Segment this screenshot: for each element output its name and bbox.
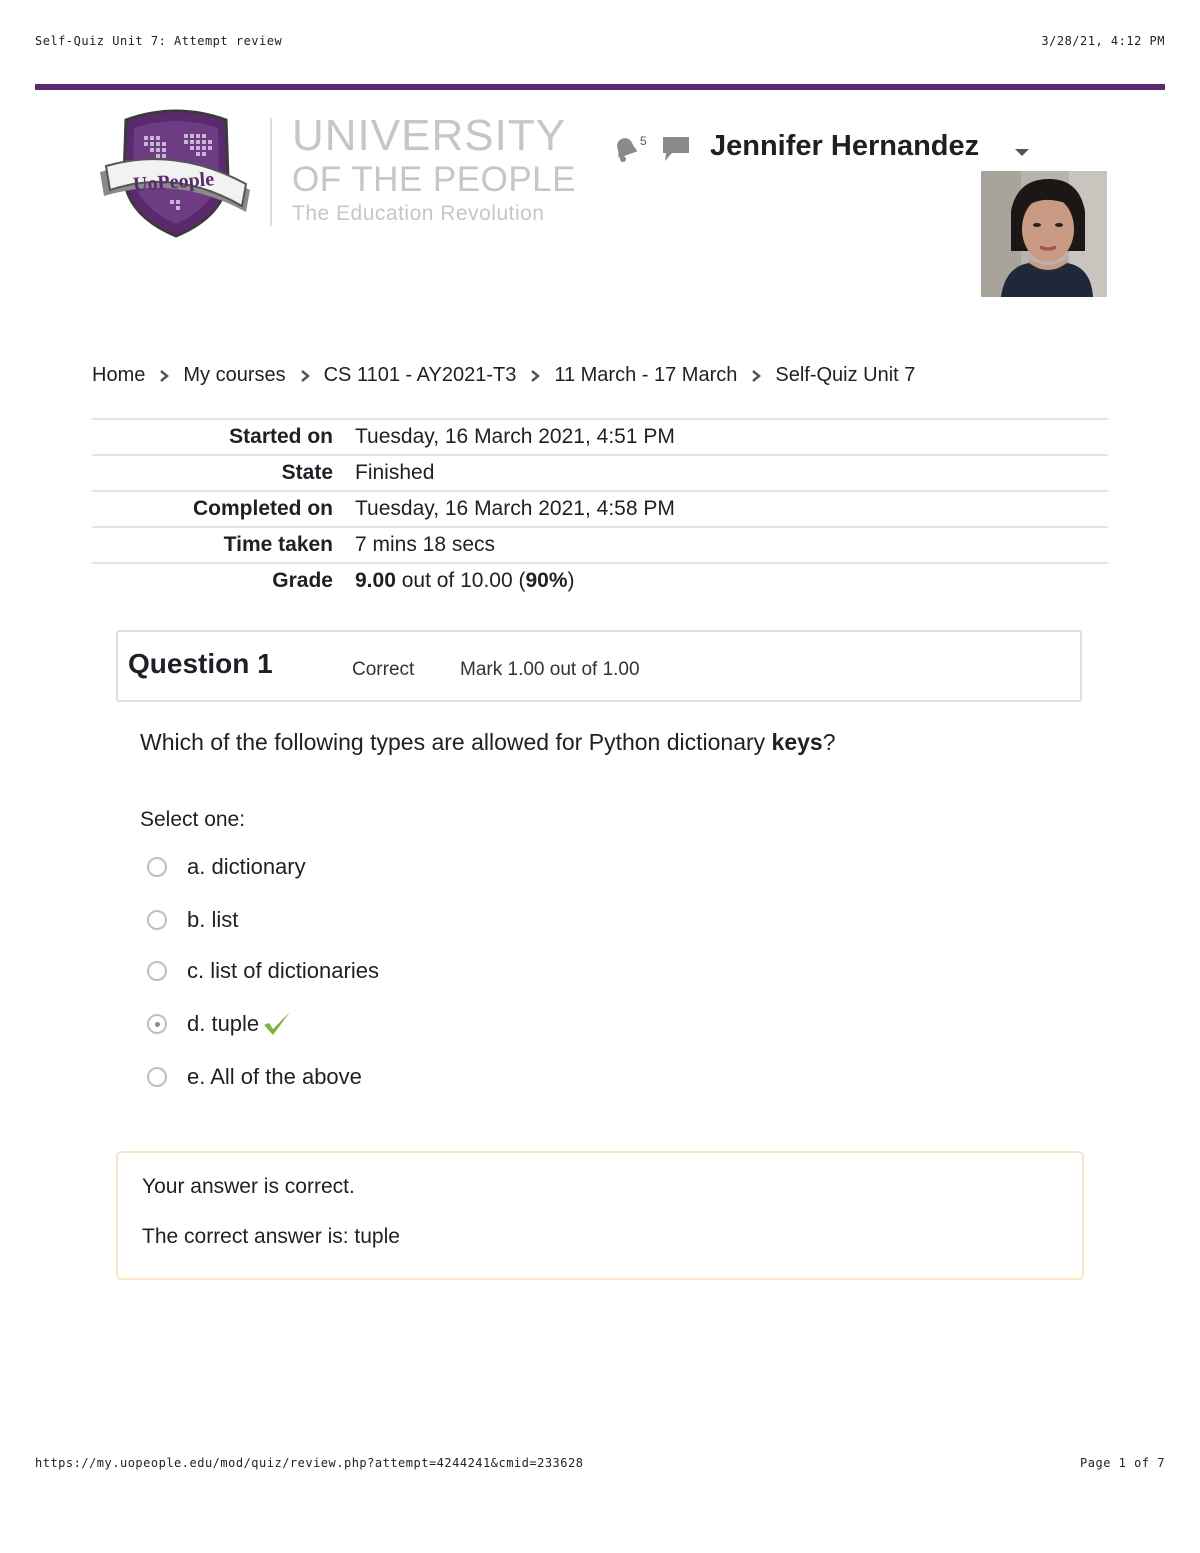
summary-label: Time taken xyxy=(223,533,333,556)
print-header xyxy=(35,34,1165,48)
question-state: Correct xyxy=(352,659,415,680)
breadcrumb xyxy=(92,364,915,387)
option-label: d. tuple xyxy=(187,1011,260,1036)
answer-option-selected[interactable] xyxy=(147,1007,293,1041)
breadcrumb-my-courses[interactable]: My courses xyxy=(183,364,286,386)
summary-value: Tuesday, 16 March 2021, 4:51 PM xyxy=(355,425,675,448)
summary-row xyxy=(92,527,1108,563)
print-page-number: Page 1 of 7 xyxy=(1080,1456,1165,1470)
option-label: a. dictionary xyxy=(187,854,306,879)
shield-logo-icon xyxy=(96,108,256,240)
attempt-summary-table xyxy=(92,418,1108,598)
question-info-box xyxy=(116,630,1082,702)
user-menu-name[interactable]: Jennifer Hernandez xyxy=(710,130,980,162)
grade-end: ) xyxy=(567,569,575,592)
feedback-result: Your answer is correct. xyxy=(142,1175,355,1198)
university-wordmark xyxy=(292,111,576,225)
summary-value: Tuesday, 16 March 2021, 4:58 PM xyxy=(355,497,675,520)
breadcrumb-week[interactable]: 11 March - 17 March xyxy=(554,364,738,386)
chat-icon[interactable] xyxy=(660,134,692,164)
summary-row-grade xyxy=(92,563,1108,598)
summary-label: Completed on xyxy=(193,497,333,520)
print-url: https://my.uopeople.edu/mod/quiz/review.php?attempt=4244241&cmid=233628 xyxy=(35,1456,584,1470)
chevron-right-icon xyxy=(528,369,542,383)
question-text-part: Which of the following types are allowed for Python dictionary xyxy=(140,729,772,755)
question-mark: Mark 1.00 out of 1.00 xyxy=(460,659,640,680)
grade-value xyxy=(355,563,1108,598)
chevron-right-icon xyxy=(749,369,763,383)
breadcrumb-quiz[interactable]: Self-Quiz Unit 7 xyxy=(775,364,916,386)
option-label: b. list xyxy=(187,907,239,932)
answer-option[interactable] xyxy=(147,850,306,884)
grade-score: 9.00 xyxy=(355,569,396,592)
brand-bar xyxy=(35,84,1165,90)
logo-divider xyxy=(270,118,272,226)
breadcrumb-course[interactable]: CS 1101 - AY2021-T3 xyxy=(323,364,517,386)
question-text xyxy=(140,729,836,756)
summary-label: Started on xyxy=(229,425,333,448)
bell-icon[interactable] xyxy=(611,134,641,164)
summary-row xyxy=(92,491,1108,527)
summary-row xyxy=(92,419,1108,455)
radio-button[interactable] xyxy=(147,857,167,877)
grade-middle: out of 10.00 ( xyxy=(395,569,526,592)
summary-label: State xyxy=(281,461,333,484)
summary-row xyxy=(92,455,1108,491)
avatar[interactable] xyxy=(981,171,1107,297)
summary-value: Finished xyxy=(355,461,435,484)
summary-value: 7 mins 18 secs xyxy=(355,533,496,556)
radio-button[interactable] xyxy=(147,910,167,930)
grade-label: Grade xyxy=(272,569,333,592)
answer-option[interactable] xyxy=(147,954,379,988)
notification-count: 5 xyxy=(640,134,647,148)
caret-down-icon[interactable] xyxy=(1014,142,1030,152)
radio-button-checked[interactable] xyxy=(147,1014,167,1034)
breadcrumb-home[interactable]: Home xyxy=(92,364,146,386)
question-text-bold: keys xyxy=(771,729,823,755)
print-footer xyxy=(35,1456,1165,1470)
wordmark-tagline: The Education Revolution xyxy=(292,202,545,225)
radio-button[interactable] xyxy=(147,1067,167,1087)
feedback-correct-answer: The correct answer is: tuple xyxy=(142,1225,400,1248)
wordmark-line-2: OF THE PEOPLE xyxy=(292,160,576,199)
checkmark-icon xyxy=(261,1009,293,1039)
wordmark-line-1: UNIVERSITY xyxy=(292,111,567,160)
radio-button[interactable] xyxy=(147,961,167,981)
option-label: e. All of the above xyxy=(187,1064,362,1089)
answer-option[interactable] xyxy=(147,903,238,937)
print-title: Self-Quiz Unit 7: Attempt review xyxy=(35,34,283,48)
select-one-prompt: Select one: xyxy=(140,808,246,831)
uopeople-logo[interactable] xyxy=(96,108,256,240)
question-title: Question 1 xyxy=(128,648,273,679)
svg-text:UoPeople: UoPeople xyxy=(132,168,215,196)
answer-option[interactable] xyxy=(147,1060,362,1094)
chevron-right-icon xyxy=(157,369,171,383)
question-text-end: ? xyxy=(822,729,836,755)
print-datetime: 3/28/21, 4:12 PM xyxy=(1041,34,1165,48)
chevron-right-icon xyxy=(298,369,312,383)
option-label: c. list of dictionaries xyxy=(187,958,379,983)
grade-percent: 90% xyxy=(525,569,568,592)
feedback-box xyxy=(116,1151,1084,1280)
